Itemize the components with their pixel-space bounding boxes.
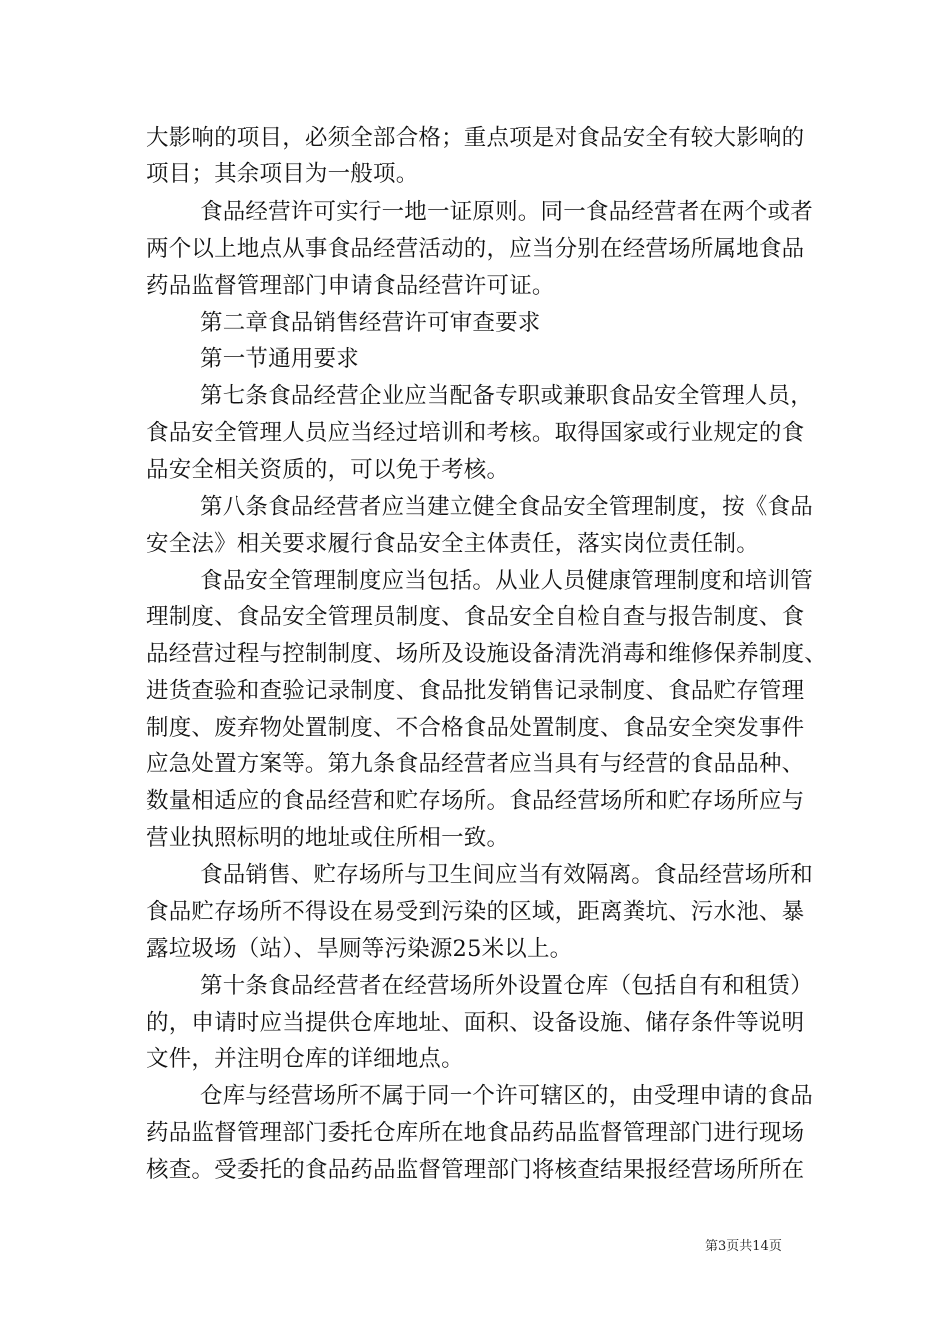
text-line: 进货查验和查验记录制度、食品批发销售记录制度、食品贮存管理 xyxy=(146,678,805,704)
text-line: 大影响的项目，必须全部合格；重点项是对食品安全有较大影响的 xyxy=(146,125,805,151)
text-line: 的，申请时应当提供仓库地址、面积、设备设施、储存条件等说明 xyxy=(146,1010,805,1036)
text-line: 食品销售、贮存场所与卫生间应当有效隔离。食品经营场所和 xyxy=(200,862,813,888)
text-line: 食品经营许可实行一地一证原则。同一食品经营者在两个或者 xyxy=(200,199,813,225)
text-line: 项目；其余项目为一般项。 xyxy=(146,161,419,187)
text-line: 应急处置方案等。第九条食品经营者应当具有与经营的食品品种、 xyxy=(146,751,805,777)
text-line: 食品安全管理人员应当经过培训和考核。取得国家或行业规定的食 xyxy=(146,420,805,446)
text-line: 食品安全管理制度应当包括。从业人员健康管理制度和培训管 xyxy=(200,568,813,594)
text-line: 第七条食品经营企业应当配备专职或兼职食品安全管理人员， xyxy=(200,383,813,409)
chapter-heading: 第二章食品销售经营许可审查要求 xyxy=(200,310,541,336)
text-line: 数量相适应的食品经营和贮存场所。食品经营场所和贮存场所应与 xyxy=(146,788,805,814)
text-line: 食品贮存场所不得设在易受到污染的区域，距离粪坑、污水池、暴 xyxy=(146,899,805,925)
text-line: 第十条食品经营者在经营场所外设置仓库（包括自有和租赁） xyxy=(200,973,813,999)
text-line: 第八条食品经营者应当建立健全食品安全管理制度，按《食品 xyxy=(200,494,813,520)
text-line: 露垃圾场（站）、旱厕等污染源25米以上。 xyxy=(146,936,573,962)
page-number-footer: 第3页共14页 xyxy=(705,1239,782,1254)
text-line: 安全法》相关要求履行食品安全主体责任，落实岗位责任制。 xyxy=(146,531,759,557)
text-line: 仓库与经营场所不属于同一个许可辖区的，由受理申请的食品 xyxy=(200,1083,813,1109)
text-line: 营业执照标明的地址或住所相一致。 xyxy=(146,825,510,851)
text-line: 文件，并注明仓库的详细地点。 xyxy=(146,1046,464,1072)
text-line: 核查。受委托的食品药品监督管理部门将核查结果报经营场所所在 xyxy=(146,1157,805,1183)
text-line: 品安全相关资质的，可以免于考核。 xyxy=(146,457,510,483)
text-line: 制度、废弃物处置制度、不合格食品处置制度、食品安全突发事件 xyxy=(146,715,805,741)
text-line: 品经营过程与控制制度、场所及设施设备清洗消毒和维修保养制度、 xyxy=(146,641,828,667)
text-line: 两个以上地点从事食品经营活动的，应当分别在经营场所属地食品 xyxy=(146,236,805,262)
text-line: 理制度、食品安全管理员制度、食品安全自检自查与报告制度、食 xyxy=(146,604,805,630)
text-line: 药品监督管理部门申请食品经营许可证。 xyxy=(146,273,555,299)
text-line: 药品监督管理部门委托仓库所在地食品药品监督管理部门进行现场 xyxy=(146,1120,805,1146)
section-heading: 第一节通用要求 xyxy=(200,346,359,372)
